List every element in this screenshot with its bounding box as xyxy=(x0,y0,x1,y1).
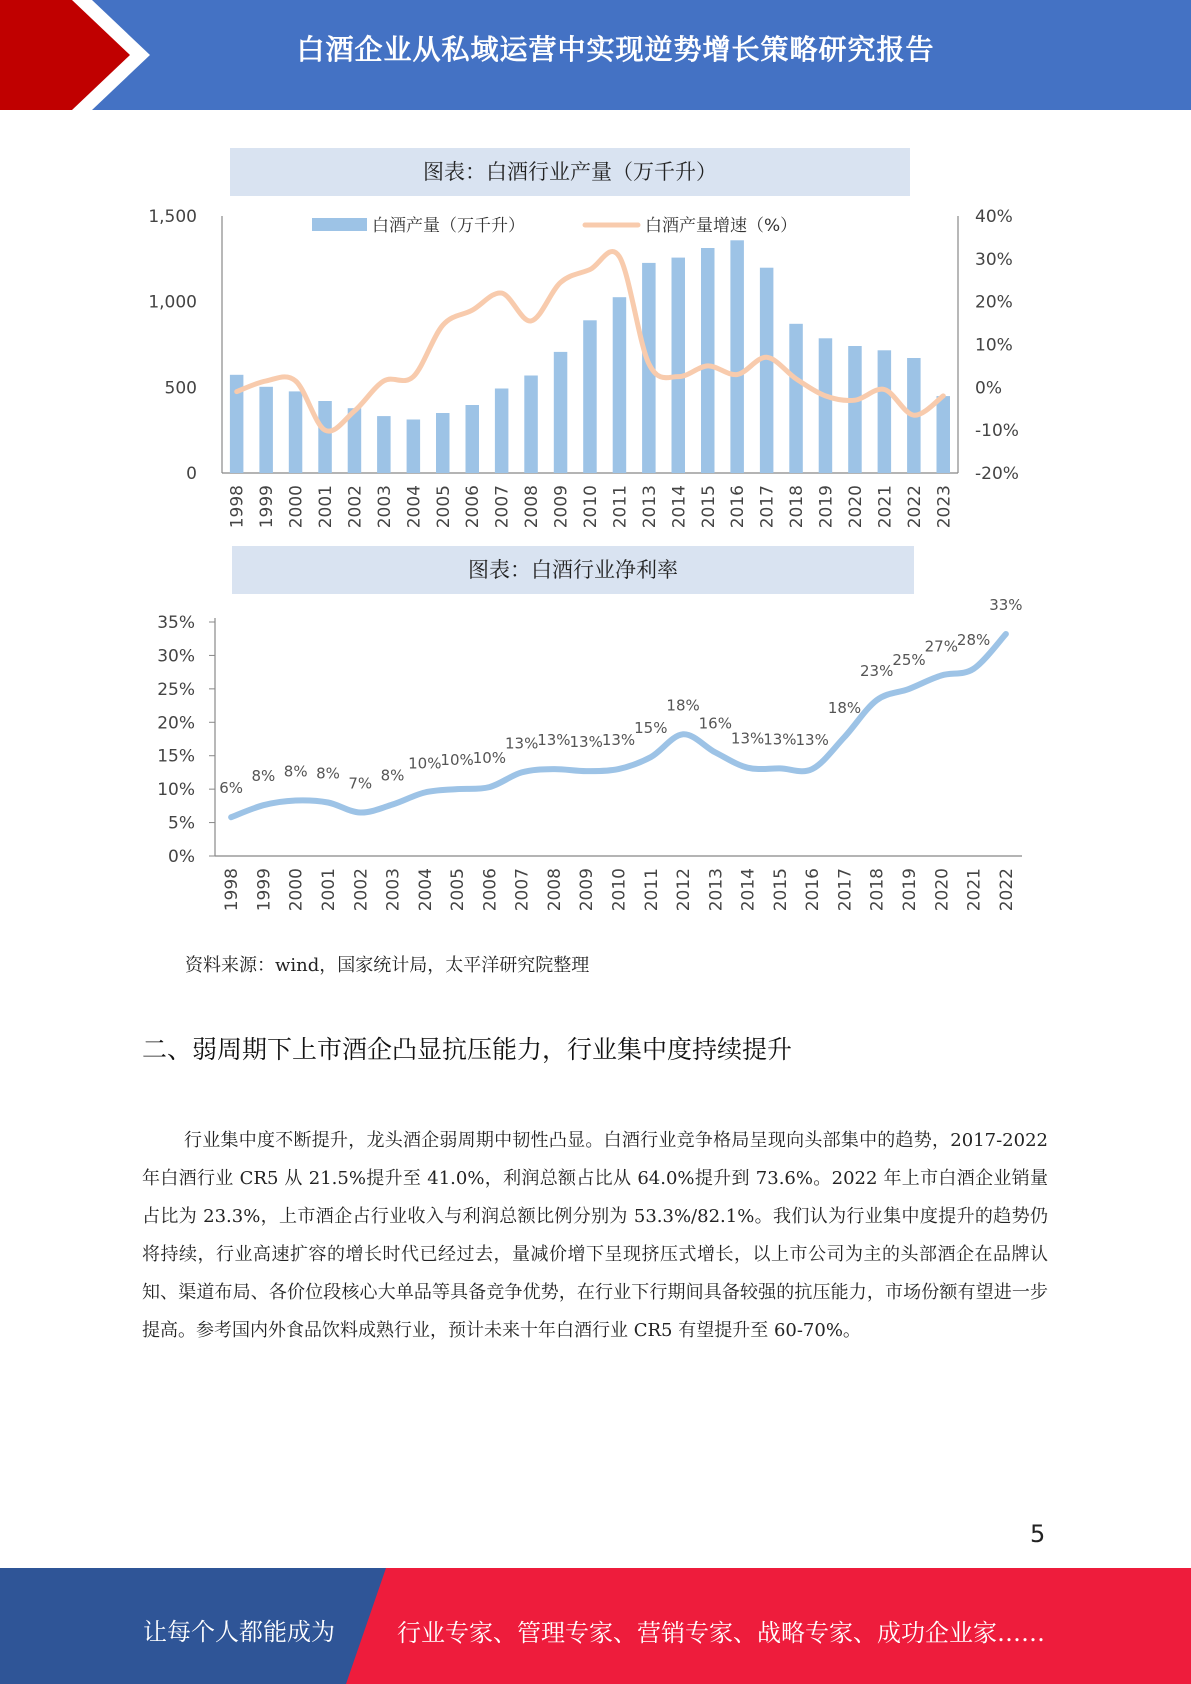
x-tick-label: 2009 xyxy=(551,485,572,529)
right-tick-label: 20% xyxy=(975,292,1013,313)
legend-bar-swatch xyxy=(312,218,367,231)
page-number: 5 xyxy=(1030,1520,1046,1548)
x-tick-label: 2001 xyxy=(316,485,336,529)
x-tick-label: 2019 xyxy=(816,485,837,529)
production-bar xyxy=(495,389,509,474)
data-label: 16% xyxy=(698,714,732,733)
x-tick-label: 2001 xyxy=(319,868,339,912)
data-label: 15% xyxy=(634,719,668,738)
x-tick-label: 1999 xyxy=(254,868,275,912)
production-bar xyxy=(289,391,303,473)
data-label: 13% xyxy=(795,731,829,750)
chart1-title: 图表：白酒行业产量（万千升） xyxy=(230,148,910,196)
data-label: 8% xyxy=(251,767,276,786)
data-label: 8% xyxy=(283,762,308,781)
data-label: 28% xyxy=(956,630,991,649)
chart2-title: 图表：白酒行业净利率 xyxy=(232,546,914,594)
data-label: 13% xyxy=(537,731,571,750)
x-tick-label: 2005 xyxy=(448,868,469,912)
x-tick-label: 2016 xyxy=(728,485,749,529)
x-tick-label: 2003 xyxy=(383,868,404,912)
net-margin-chart xyxy=(0,596,1191,916)
x-tick-label: 2002 xyxy=(351,868,372,912)
data-label: 13% xyxy=(730,729,765,748)
body-paragraph: 行业集中度不断提升，龙头酒企弱周期中韧性凸显。白酒行业竞争格局呈现向头部集中的趋势，2017-2022 年白酒行业 CR5 从 21.5%提升至 41.0%，利润总额占比从 64.0%提升到 73.6%。2022 年上市白酒企业销量占比为 23.3%，上市酒企占行业收入与利润总额比例分别为 53.3%/82.1%。我们认为行业集中度提升的趋势仍将持续，行业高速扩容的增长时代已经过去，量减价增下呈现挤压式增长，以上市公司为主的头部酒企在品牌认知、渠道布局、各价位段核心大单品等具备竞争优势，在行业下行期间具备较强的抗压能力，市场份额有望进一步提高。参考国内外食品饮料成熟行业，预计未来十年白酒行业 CR5 有望提升至 60-70%。 xyxy=(142,1130,1048,1341)
x-tick-label: 2010 xyxy=(609,868,630,912)
data-label: 7% xyxy=(348,774,373,793)
data-label: 10% xyxy=(472,749,507,768)
data-label: 33% xyxy=(989,596,1023,614)
production-bar xyxy=(554,352,568,473)
x-tick-label: 2016 xyxy=(803,868,824,912)
x-tick-label: 2012 xyxy=(674,868,695,912)
data-label: 18% xyxy=(666,696,700,715)
x-tick-label: 2022 xyxy=(904,485,925,529)
source-note: 资料来源：wind，国家统计局，太平洋研究院整理 xyxy=(185,955,590,976)
y-tick-label: 30% xyxy=(157,646,195,667)
x-tick-label: 2003 xyxy=(374,485,395,529)
x-tick-label: 2017 xyxy=(835,868,856,912)
production-bar xyxy=(436,413,450,473)
data-label: 25% xyxy=(892,650,926,669)
x-tick-label: 2000 xyxy=(286,485,307,529)
x-tick-label: 1999 xyxy=(257,485,278,529)
data-label: 13% xyxy=(763,730,797,749)
data-label: 10% xyxy=(440,751,474,770)
production-bar xyxy=(730,240,744,473)
data-label: 8% xyxy=(380,766,405,785)
x-tick-label: 2007 xyxy=(492,485,513,529)
x-tick-label: 2014 xyxy=(669,485,690,529)
data-label: 6% xyxy=(219,779,243,798)
x-tick-label: 2018 xyxy=(867,868,888,912)
data-label: 13% xyxy=(569,733,603,752)
x-tick-label: 2007 xyxy=(512,868,533,912)
production-bar xyxy=(937,396,951,473)
x-tick-label: 2006 xyxy=(463,485,484,529)
y-tick-label: 20% xyxy=(157,713,195,734)
x-tick-label: 2017 xyxy=(757,485,778,529)
production-chart xyxy=(0,200,1191,540)
legend-bar-label: 白酒产量（万千升） xyxy=(372,216,525,236)
production-bar xyxy=(878,350,892,473)
x-tick-label: 2011 xyxy=(610,485,631,529)
y-tick-label: 10% xyxy=(157,780,195,801)
x-tick-label: 2018 xyxy=(787,485,808,529)
production-bar xyxy=(524,376,538,474)
x-tick-label: 2011 xyxy=(641,868,662,912)
footer-slogan-left: 让每个人都能成为 xyxy=(143,1618,335,1646)
production-bar xyxy=(583,320,597,473)
production-bar xyxy=(672,258,686,473)
production-bar xyxy=(760,268,774,473)
right-tick-label: 0% xyxy=(975,378,1002,399)
y-tick-label: 25% xyxy=(157,679,195,700)
x-tick-label: 2013 xyxy=(639,485,660,529)
x-tick-label: 2004 xyxy=(404,485,425,529)
data-label: 27% xyxy=(924,637,958,656)
x-tick-label: 2020 xyxy=(932,868,953,912)
production-bar xyxy=(259,387,273,473)
x-tick-label: 2014 xyxy=(738,868,759,912)
data-label: 13% xyxy=(601,731,636,750)
x-tick-label: 2019 xyxy=(900,868,920,912)
report-title: 白酒企业从私域运营中实现逆势增长策略研究报告 xyxy=(296,33,935,66)
left-tick-label: 1,000 xyxy=(148,292,197,313)
production-bar xyxy=(407,420,421,474)
x-tick-label: 2020 xyxy=(846,485,866,529)
right-tick-label: -20% xyxy=(975,464,1019,484)
production-bar xyxy=(377,416,391,473)
x-tick-label: 2008 xyxy=(522,485,543,529)
x-tick-label: 2015 xyxy=(698,485,719,529)
production-bar xyxy=(466,405,480,473)
x-tick-label: 2022 xyxy=(996,868,1017,912)
production-bar xyxy=(318,401,332,473)
left-tick-label: 0 xyxy=(186,464,197,484)
production-bar xyxy=(701,248,715,473)
x-tick-label: 2010 xyxy=(581,485,601,529)
left-tick-label: 1,500 xyxy=(148,207,197,227)
data-label: 23% xyxy=(860,662,894,681)
data-label: 8% xyxy=(316,764,340,783)
production-bar xyxy=(613,297,627,473)
x-tick-label: 2002 xyxy=(345,485,366,529)
right-tick-label: 30% xyxy=(975,249,1013,270)
right-tick-label: -10% xyxy=(975,421,1019,442)
y-tick-label: 35% xyxy=(157,613,195,633)
x-tick-label: 2021 xyxy=(875,485,896,529)
y-tick-label: 0% xyxy=(168,847,195,867)
x-tick-label: 2015 xyxy=(770,868,791,912)
x-tick-label: 2006 xyxy=(480,868,501,912)
x-tick-label: 1998 xyxy=(227,485,248,529)
right-tick-label: 40% xyxy=(975,207,1013,227)
x-tick-label: 2009 xyxy=(577,868,598,912)
x-tick-label: 1998 xyxy=(222,868,243,912)
production-bar xyxy=(789,324,803,473)
data-label: 10% xyxy=(408,754,442,773)
left-tick-label: 500 xyxy=(164,378,197,399)
production-bar xyxy=(848,346,862,473)
right-tick-label: 10% xyxy=(975,335,1013,356)
y-tick-label: 15% xyxy=(157,746,195,767)
footer-slogan-right: 行业专家、管理专家、营销专家、战略专家、成功企业家…… xyxy=(397,1619,1045,1647)
x-tick-label: 2004 xyxy=(415,868,436,912)
y-tick-label: 5% xyxy=(168,813,195,834)
x-tick-label: 2008 xyxy=(544,868,565,912)
legend-line-label: 白酒产量增速（%） xyxy=(645,216,798,236)
x-tick-label: 2021 xyxy=(964,868,985,912)
production-bar xyxy=(819,338,833,473)
x-tick-label: 2005 xyxy=(433,485,454,529)
data-label: 18% xyxy=(827,699,862,717)
data-label: 13% xyxy=(505,734,539,753)
x-tick-label: 2023 xyxy=(934,485,955,529)
section-heading: 二、弱周期下上市酒企凸显抗压能力，行业集中度持续提升 xyxy=(142,1035,793,1064)
x-tick-label: 2013 xyxy=(706,868,727,912)
x-tick-label: 2000 xyxy=(286,868,307,912)
